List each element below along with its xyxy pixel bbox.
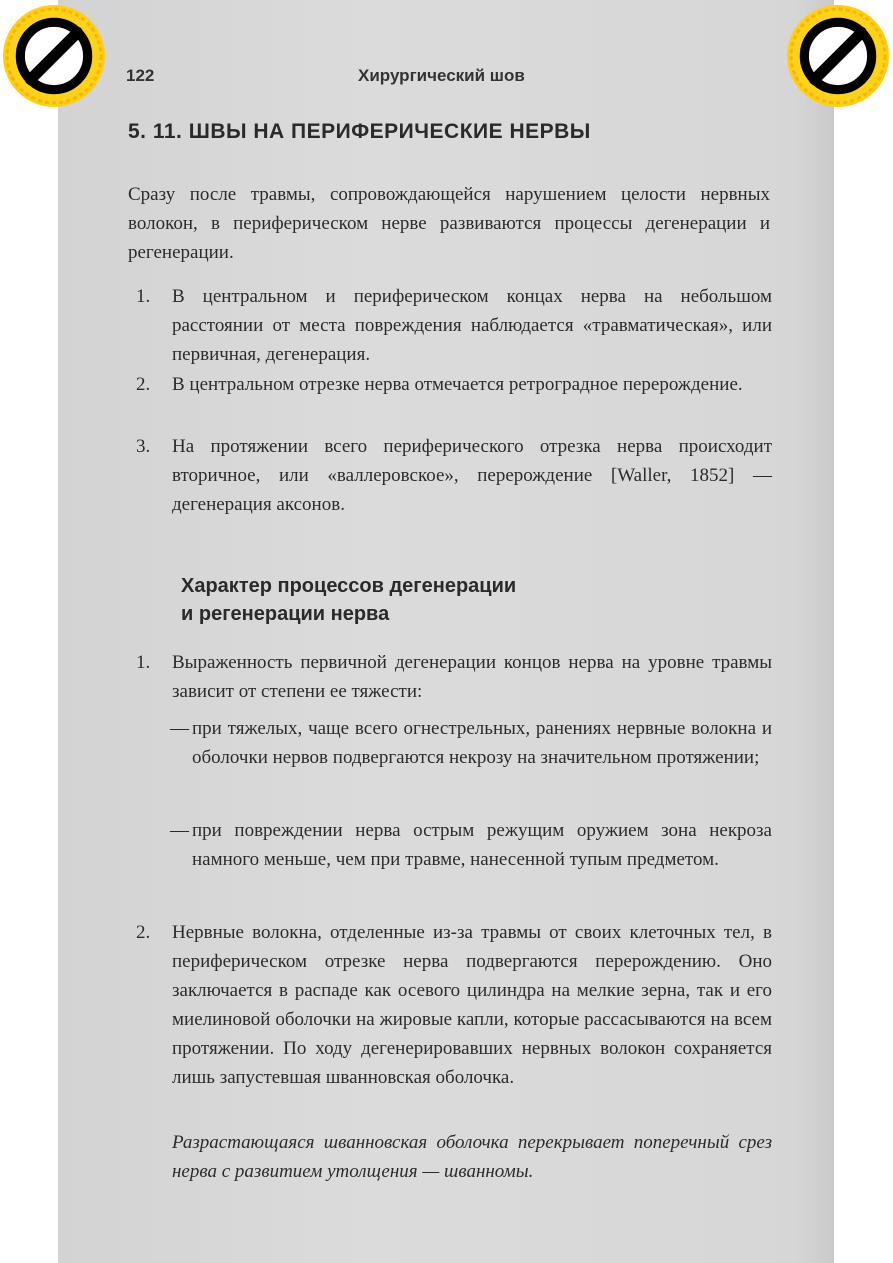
subsection-heading-line1: Характер процессов дегенерации [181,575,517,597]
list-number: 2. [136,922,151,943]
prohibition-icon [787,5,889,107]
list-text: В центральном отрезке нерва отмечается ретроградное перерождение. [172,374,743,395]
prohibition-icon-left [3,5,105,107]
list-text: На протяжении всего периферического отрезка нерва происходит вторичное, или «валлеровское», перерождение [Waller, 1852] — дегенерация аксонов. [172,436,772,515]
list-number: 3. [136,436,151,457]
list-text: Нервные волокна, отделенные из-за травмы от своих клеточных тел, в периферическом отрезке нерва подвергаются перерождению. Оно заключается в распаде как осевого цилиндра на мелкие зерна, так и его миелиновой оболочки на жировые капли, которые рассасываются на всем протяжении. По ходу дегенерировавших нервных волокон сохраняется лишь запустевшая шванновская оболочка. [172,922,772,1088]
book-page [58,0,834,1263]
list-text: Выраженность первичной дегенерации концов нерва на уровне травмы зависит от степени ее тяжести: [172,652,772,702]
list-number: 1. [136,286,151,307]
italic-note: Разрастающаяся шванновская оболочка перекрывает поперечный срез нерва с развитием утолщения — шванномы. [172,1132,772,1182]
dash-marker: — [170,820,189,841]
dash-item [170,816,772,874]
subsection-heading [181,572,741,628]
dash-marker: — [170,718,189,739]
dash-text: при повреждении нерва острым режущим оружием зона некроза намного меньше, чем при травме, нанесенной тупым предметом. [192,820,772,870]
intro-paragraph: Сразу после травмы, сопровождающейся нарушением целости нервных волокон, в периферическом нерве развиваются процессы дегенерации и регенерации. [128,184,770,263]
running-title: Хирургический шов [358,66,525,85]
prohibition-icon [3,5,105,107]
page-number: 122 [126,66,155,85]
list-number: 1. [136,652,151,673]
list-item [128,432,772,519]
list-number: 2. [136,374,151,395]
list-item [128,648,772,706]
list-item [128,370,772,399]
list-item [128,282,772,369]
dash-item [170,714,772,772]
running-head [58,64,834,88]
list-item [128,918,772,1092]
dash-text: при тяжелых, чаще всего огнестрельных, ранениях нервные волокна и оболочки нервов подвергаются некрозу на значительном протяжении; [192,718,772,768]
section-title: 5. 11. ШВЫ НА ПЕРИФЕРИЧЕСКИЕ НЕРВЫ [128,120,591,143]
subsection-heading-line2: и регенерации нерва [181,603,390,625]
list-text: В центральном и периферическом концах нерва на небольшом расстоянии от места повреждения наблюдается «травматическая», или первичная, дегенерация. [172,286,772,365]
prohibition-icon-right [787,5,889,107]
